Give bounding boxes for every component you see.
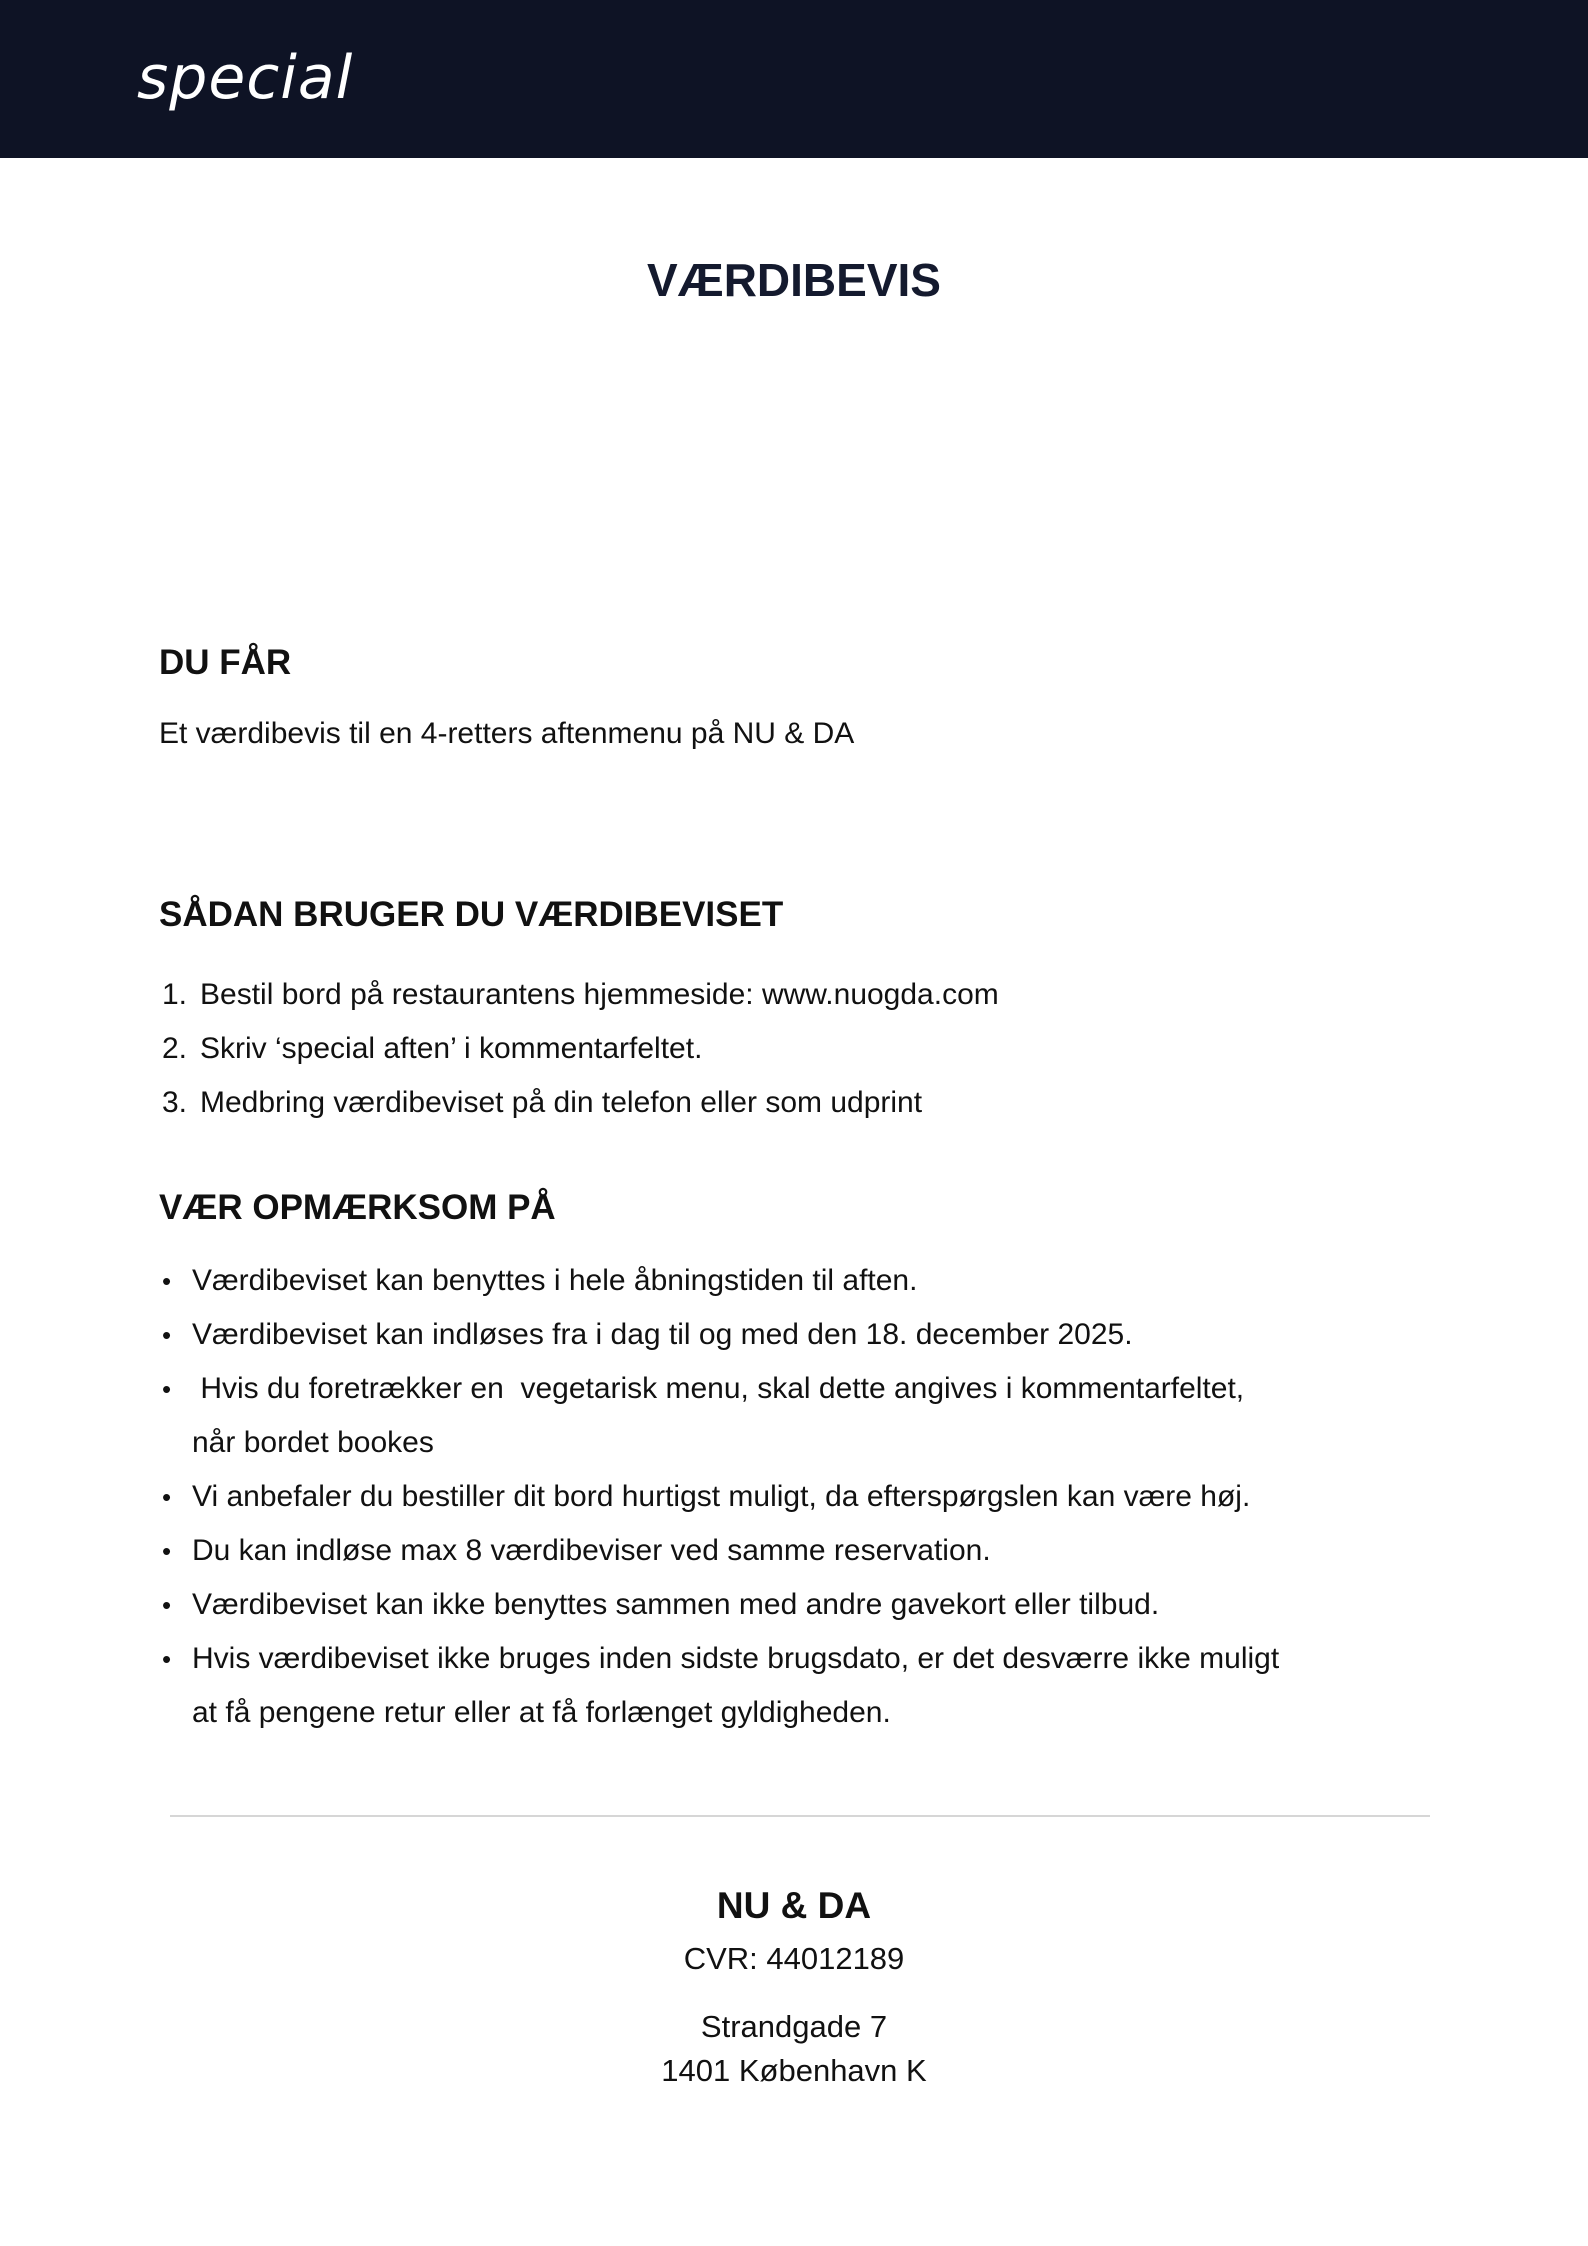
- notes-list: [162, 1254, 1392, 1740]
- note-item: [162, 1470, 1392, 1524]
- company-cvr: CVR: 44012189: [683, 1941, 905, 1976]
- note-item: [162, 1308, 1392, 1362]
- note-text: Du kan indløse max 8 værdibeviser ved samme reservation.: [192, 1534, 991, 1567]
- address-city: 1401 København K: [661, 2053, 927, 2088]
- header-bar: [0, 0, 1588, 158]
- step-item: [162, 1076, 1440, 1130]
- step-number: 3.: [162, 1086, 188, 1119]
- note-text: Hvis værdibeviset ikke bruges inden sidste brugsdato, er det desværre ikke muligt: [192, 1642, 1280, 1675]
- step-item: [162, 1022, 1440, 1076]
- how-to-use-steps: [162, 968, 1440, 1130]
- how-to-use-heading: SÅDAN BRUGER DU VÆRDIBEVISET: [159, 895, 784, 934]
- bullet-icon: •: [162, 1320, 172, 1350]
- notes-heading: VÆR OPMÆRKSOM PÅ: [159, 1188, 556, 1227]
- footer-divider: [170, 1815, 1430, 1817]
- note-text-continued: at få pengene retur eller at få forlænget gyldigheden.: [192, 1696, 891, 1729]
- document-title: VÆRDIBEVIS: [647, 254, 941, 306]
- note-text: Værdibeviset kan indløses fra i dag til og med den 18. december 2025.: [192, 1318, 1133, 1351]
- you-get-heading: DU FÅR: [159, 643, 292, 682]
- you-get-text: Et værdibevis til en 4-retters aftenmenu på NU & DA: [159, 717, 855, 750]
- note-item: [162, 1578, 1392, 1632]
- note-item: [162, 1524, 1392, 1578]
- note-text-continued: når bordet bookes: [192, 1426, 434, 1459]
- step-text: Medbring værdibeviset på din telefon eller som udprint: [200, 1086, 923, 1119]
- bullet-icon: •: [162, 1374, 172, 1404]
- address-street: Strandgade 7: [700, 2009, 888, 2044]
- step-item: [162, 968, 1440, 1022]
- step-number: 1.: [162, 978, 188, 1011]
- note-item: [162, 1362, 1392, 1470]
- note-item: [162, 1632, 1392, 1740]
- bullet-icon: •: [162, 1590, 172, 1620]
- bullet-icon: •: [162, 1644, 172, 1674]
- brand-logo: special: [137, 43, 354, 113]
- bullet-icon: •: [162, 1536, 172, 1566]
- step-text: Skriv ‘special aften’ i kommentarfeltet.: [200, 1032, 703, 1065]
- step-number: 2.: [162, 1032, 188, 1065]
- bullet-icon: •: [162, 1482, 172, 1512]
- note-text: Hvis du foretrækker en vegetarisk menu, skal dette angives i kommentarfeltet,: [192, 1372, 1245, 1405]
- note-text: Værdibeviset kan ikke benyttes sammen med andre gavekort eller tilbud.: [192, 1588, 1160, 1621]
- company-name: NU & DA: [716, 1885, 872, 1926]
- bullet-icon: •: [162, 1266, 172, 1296]
- note-text: Vi anbefaler du bestiller dit bord hurtigst muligt, da efterspørgslen kan være høj.: [192, 1480, 1251, 1513]
- note-item: [162, 1254, 1392, 1308]
- step-text: Bestil bord på restaurantens hjemmeside: www.nuogda.com: [200, 978, 999, 1011]
- note-text: Værdibeviset kan benyttes i hele åbningstiden til aften.: [192, 1264, 918, 1297]
